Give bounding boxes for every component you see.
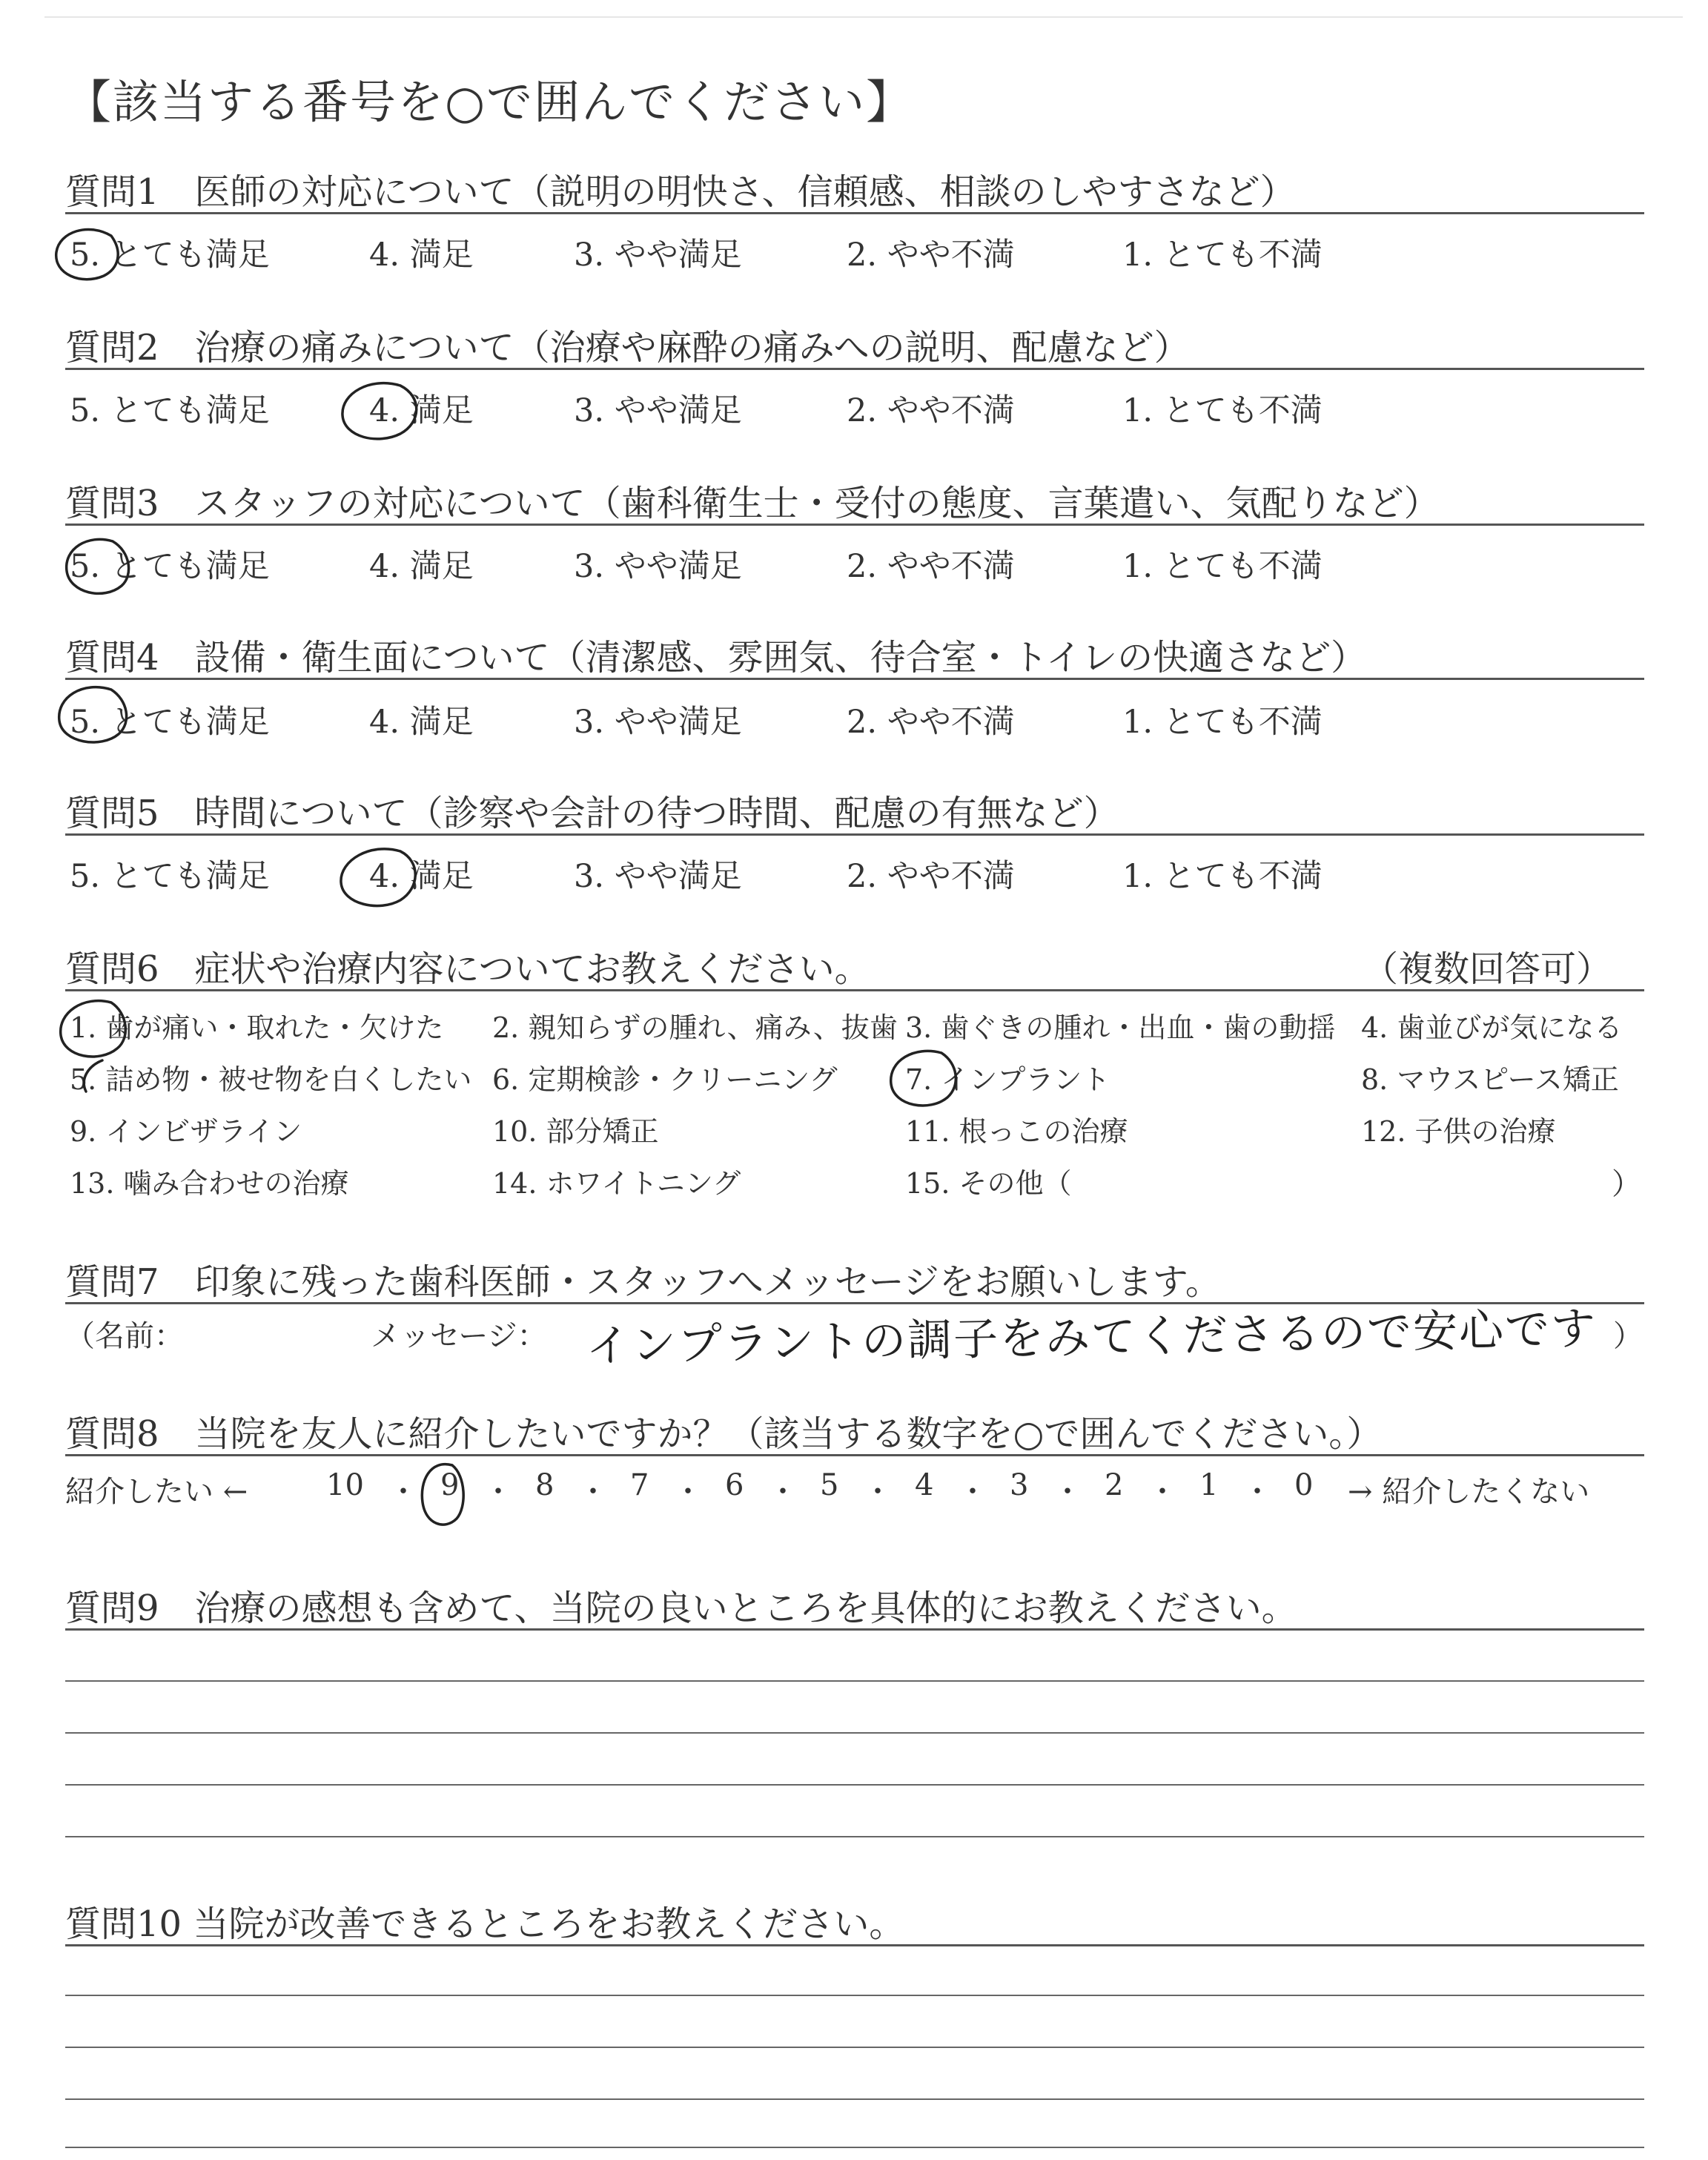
treatment-grid (70, 1005, 1649, 1227)
q3-option-3[interactable]: 3. やや満足 (574, 548, 742, 585)
q1-option-5[interactable]: 5. とても満足 (70, 237, 270, 274)
message-label: メッセージ： (371, 1319, 547, 1353)
question-8-underline (65, 1454, 1644, 1456)
question-4 (65, 629, 1644, 696)
q2-option-3[interactable]: 3. やや満足 (574, 392, 742, 429)
question-5 (65, 785, 1644, 851)
scale-7[interactable]: 7 (630, 1468, 649, 1502)
question-3-options (70, 541, 1626, 586)
treatment-13[interactable]: 13. 噛み合わせの治療 (70, 1167, 349, 1200)
treatment-2[interactable]: 2. 親知らずの腫れ、痛み、抜歯 (492, 1011, 898, 1044)
question-10-text: 質問10 当院が改善できるところをお教えください。 (65, 1903, 905, 1945)
q3-option-5[interactable]: 5. とても満足 (70, 548, 270, 585)
treatment-7[interactable]: 7. インプラント (905, 1063, 1110, 1096)
question-4-text: 質問4 設備・衛生面について（清潔感、雰囲気、待合室・トイレの快適さなど） (65, 637, 1367, 678)
q9-answer-line[interactable] (65, 1836, 1644, 1837)
scale-6[interactable]: 6 (725, 1468, 744, 1502)
q5-option-2[interactable]: 2. やや不満 (847, 858, 1015, 895)
q4-option-5[interactable]: 5. とても満足 (70, 704, 270, 741)
q10-answer-line[interactable] (65, 2098, 1644, 2100)
question-2-text: 質問2 治療の痛みについて（治療や麻酔の痛みへの説明、配慮など） (65, 327, 1190, 369)
treatment-11[interactable]: 11. 根っこの治療 (905, 1115, 1128, 1148)
q2-option-5[interactable]: 5. とても満足 (70, 392, 270, 429)
scale-sep: ・ (1148, 1475, 1177, 1509)
recommend-scale (65, 1468, 1644, 1513)
q4-option-2[interactable]: 2. やや不満 (847, 704, 1015, 741)
scale-sep: ・ (1242, 1475, 1272, 1509)
question-1 (65, 163, 1644, 230)
treatment-15-other[interactable]: 15. その他（ (905, 1167, 1072, 1200)
scale-left-label: 紹介したい ← (65, 1475, 248, 1509)
q3-option-2[interactable]: 2. やや不満 (847, 548, 1015, 585)
question-2-options (70, 386, 1626, 430)
q2-option-2[interactable]: 2. やや不満 (847, 392, 1015, 429)
question-9 (65, 1579, 1644, 1646)
top-edge-line (44, 16, 1683, 18)
message-close: ） (1613, 1319, 1643, 1353)
treatment-5[interactable]: 5. 詰め物・被せ物を白くしたい (70, 1063, 472, 1096)
question-6-underline (65, 989, 1644, 991)
q5-option-4[interactable]: 4. 満足 (369, 858, 474, 895)
q2-option-1[interactable]: 1. とても不満 (1122, 392, 1323, 429)
scale-sep: ・ (483, 1475, 513, 1509)
question-5-underline (65, 833, 1644, 836)
q9-answer-line[interactable] (65, 1680, 1644, 1682)
scale-8[interactable]: 8 (535, 1468, 555, 1502)
question-1-underline (65, 212, 1644, 214)
treatment-14[interactable]: 14. ホワイトニング (492, 1167, 741, 1200)
question-1-options (70, 230, 1626, 274)
scale-sep: ・ (578, 1475, 608, 1509)
scale-right-label: → 紹介したくない (1348, 1475, 1590, 1509)
scale-1[interactable]: 1 (1199, 1468, 1219, 1502)
scale-2[interactable]: 2 (1105, 1468, 1124, 1502)
treatment-1[interactable]: 1. 歯が痛い・取れた・欠けた (70, 1011, 444, 1044)
question-2-underline (65, 368, 1644, 370)
scale-4[interactable]: 4 (915, 1468, 934, 1502)
q1-option-3[interactable]: 3. やや満足 (574, 237, 742, 274)
q10-answer-line[interactable] (65, 2047, 1644, 2048)
question-9-text: 質問9 治療の感想も含めて、当院の良いところを具体的にお教えください。 (65, 1588, 1297, 1629)
q9-answer-line[interactable] (65, 1784, 1644, 1786)
question-5-options (70, 851, 1626, 896)
q5-option-3[interactable]: 3. やや満足 (574, 858, 742, 895)
question-5-text: 質問5 時間について（診察や会計の待つ時間、配慮の有無など） (65, 793, 1119, 834)
q1-option-4[interactable]: 4. 満足 (369, 237, 474, 274)
treatment-8[interactable]: 8. マウスピース矯正 (1361, 1063, 1619, 1096)
q1-option-1[interactable]: 1. とても不満 (1122, 237, 1323, 274)
treatment-10[interactable]: 10. 部分矯正 (492, 1115, 659, 1148)
question-9-underline (65, 1628, 1644, 1631)
scale-3[interactable]: 3 (1010, 1468, 1029, 1502)
q10-answer-line[interactable] (65, 1995, 1644, 1996)
question-3-underline (65, 524, 1644, 526)
q4-option-1[interactable]: 1. とても不満 (1122, 704, 1323, 741)
question-8 (65, 1405, 1644, 1472)
question-10-underline (65, 1944, 1644, 1946)
question-8-text: 質問8 当院を友人に紹介したいですか？（該当する数字を○で囲んでください。） (65, 1413, 1383, 1455)
scale-10[interactable]: 10 (326, 1468, 364, 1502)
name-label: （名前： (65, 1319, 184, 1353)
question-1-text: 質問1 医師の対応について（説明の明快さ、信頼感、相談のしやすさなど） (65, 171, 1296, 213)
scale-5[interactable]: 5 (820, 1468, 839, 1502)
q4-option-4[interactable]: 4. 満足 (369, 704, 474, 741)
question-4-options (70, 697, 1626, 742)
question-7-text: 質問7 印象に残った歯科医師・スタッフへメッセージをお願いします。 (65, 1261, 1221, 1303)
q10-answer-line[interactable] (65, 2147, 1644, 2148)
question-6 (65, 940, 1644, 1007)
q4-option-3[interactable]: 3. やや満足 (574, 704, 742, 741)
scale-0[interactable]: 0 (1294, 1468, 1314, 1502)
treatment-6[interactable]: 6. 定期検診・クリーニング (492, 1063, 838, 1096)
q2-option-4[interactable]: 4. 満足 (369, 392, 474, 429)
treatment-4[interactable]: 4. 歯並びが気になる (1361, 1011, 1623, 1044)
question-6-text: 質問6 症状や治療内容についてお教えください。 (65, 948, 870, 990)
scale-sep: ・ (673, 1475, 703, 1509)
treatment-3[interactable]: 3. 歯ぐきの腫れ・出血・歯の動揺 (905, 1011, 1336, 1044)
question-6-multiple-note: （複数回答可） (1363, 948, 1612, 990)
question-4-underline (65, 678, 1644, 680)
question-2 (65, 319, 1644, 386)
instruction-title: 【該当する番号を○で囲んでください】 (65, 75, 914, 129)
question-10 (65, 1895, 1644, 1962)
q5-option-1[interactable]: 1. とても不満 (1122, 858, 1323, 895)
question-3 (65, 475, 1644, 541)
scale-sep: ・ (768, 1475, 798, 1509)
question-3-text: 質問3 スタッフの対応について（歯科衛生士・受付の態度、言葉遣い、気配りなど） (65, 483, 1440, 524)
q5-option-5[interactable]: 5. とても満足 (70, 858, 270, 895)
q9-answer-line[interactable] (65, 1732, 1644, 1734)
handwritten-message[interactable]: インプラントの調子をみてくださるので安心です (585, 1303, 1598, 1373)
scale-sep: ・ (388, 1475, 418, 1509)
scale-9[interactable]: 9 (440, 1468, 460, 1502)
scale-sep: ・ (1053, 1475, 1082, 1509)
q3-option-4[interactable]: 4. 満足 (369, 548, 474, 585)
q1-option-2[interactable]: 2. やや不満 (847, 237, 1015, 274)
treatment-12[interactable]: 12. 子供の治療 (1361, 1115, 1556, 1148)
scale-sep: ・ (958, 1475, 987, 1509)
treatment-9[interactable]: 9. インビザライン (70, 1115, 302, 1148)
treatment-other-close: ） (1612, 1167, 1641, 1201)
q3-option-1[interactable]: 1. とても不満 (1122, 548, 1323, 585)
scale-sep: ・ (863, 1475, 893, 1509)
